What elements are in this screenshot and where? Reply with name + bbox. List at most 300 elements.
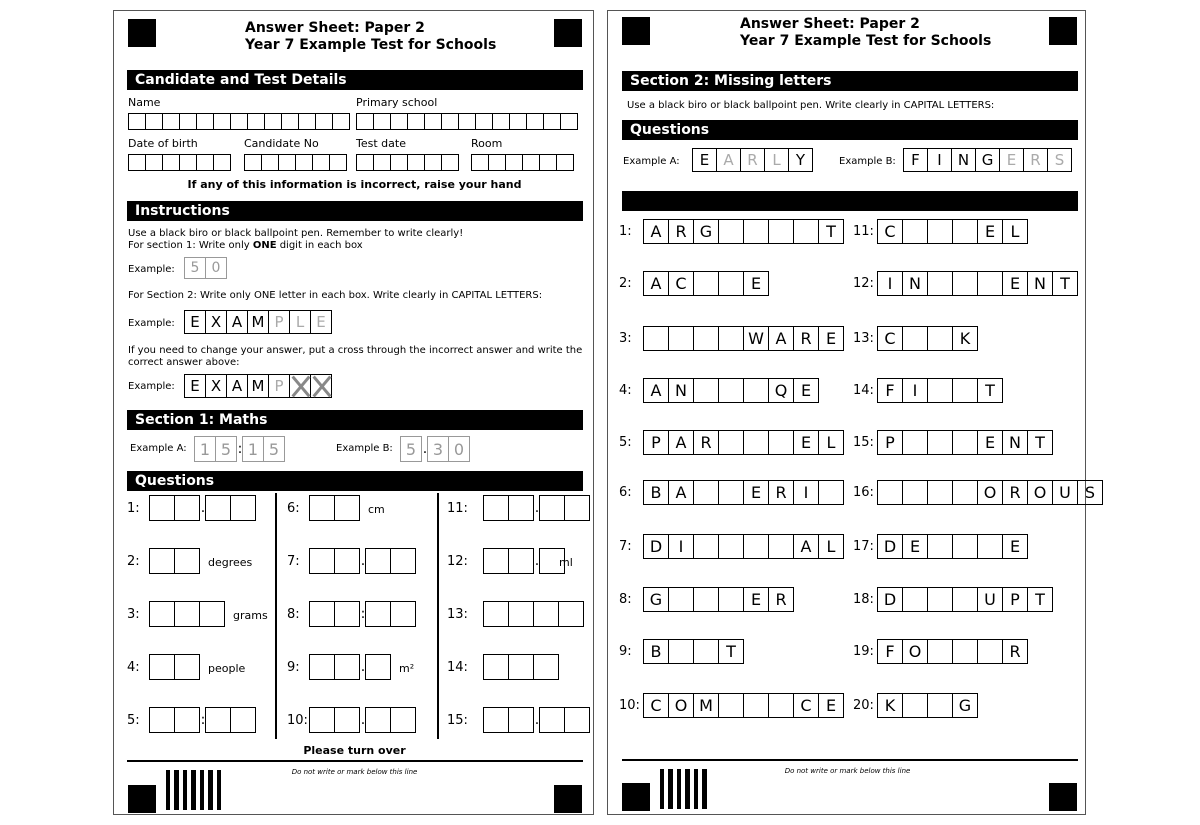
school-field[interactable]: [356, 113, 578, 130]
example-letter-box: [289, 374, 311, 398]
letter-box[interactable]: C: [643, 693, 669, 718]
letter-box[interactable]: A: [643, 271, 669, 296]
answer-field-q11[interactable]: [483, 495, 590, 521]
answer-field-q12[interactable]: [877, 271, 1078, 296]
example-digit-box: 1: [194, 436, 216, 462]
room-digit-box[interactable]: [505, 154, 523, 171]
letter-box[interactable]: P: [877, 430, 903, 455]
letter-box[interactable]: [952, 430, 978, 455]
letter-box[interactable]: E: [977, 430, 1003, 455]
room-digit-box[interactable]: [522, 154, 540, 171]
letter-box[interactable]: [768, 534, 794, 559]
letter-box[interactable]: [668, 587, 694, 612]
school-char-box[interactable]: [424, 113, 442, 130]
letter-box[interactable]: O: [1027, 480, 1053, 505]
answer-field-q14[interactable]: [483, 654, 559, 680]
letter-box[interactable]: [668, 326, 694, 351]
answer-field-q5[interactable]: [149, 707, 256, 733]
dob-field[interactable]: [128, 154, 231, 171]
answer-digit-box[interactable]: [483, 601, 509, 627]
letter-box[interactable]: R: [1002, 639, 1028, 664]
letter-box[interactable]: [743, 534, 769, 559]
letter-box[interactable]: F: [877, 378, 903, 403]
school-char-box[interactable]: [509, 113, 527, 130]
letter-box[interactable]: C: [793, 693, 819, 718]
letter-box[interactable]: T: [1027, 430, 1053, 455]
letter-box[interactable]: L: [818, 430, 844, 455]
answer-digit-box[interactable]: [539, 707, 565, 733]
answer-digit-box[interactable]: [334, 548, 360, 574]
letter-box[interactable]: [668, 639, 694, 664]
letter-box[interactable]: E: [977, 219, 1003, 244]
letter-box[interactable]: P: [1002, 587, 1028, 612]
letter-box[interactable]: [952, 639, 978, 664]
letter-box[interactable]: D: [877, 587, 903, 612]
answer-digit-box[interactable]: [508, 548, 534, 574]
letter-box[interactable]: O: [668, 693, 694, 718]
example-b-answer: [400, 436, 470, 462]
letter-box[interactable]: [718, 326, 744, 351]
letter-box[interactable]: [902, 326, 928, 351]
answer-digit-box[interactable]: [365, 707, 391, 733]
answer-digit-box[interactable]: [539, 495, 565, 521]
letter-box[interactable]: [793, 219, 819, 244]
answer-field-q15[interactable]: [877, 430, 1053, 455]
alignment-mark: [622, 783, 650, 811]
name-char-box[interactable]: [179, 113, 197, 130]
letter-box[interactable]: U: [977, 587, 1003, 612]
question-number: 3:: [619, 331, 632, 346]
letter-box[interactable]: [927, 271, 953, 296]
letter-box[interactable]: E: [902, 534, 928, 559]
letter-box[interactable]: L: [818, 534, 844, 559]
school-char-box[interactable]: [526, 113, 544, 130]
letter-box[interactable]: [693, 534, 719, 559]
separator: .: [534, 553, 540, 569]
answer-digit-box[interactable]: [558, 601, 584, 627]
letter-box[interactable]: I: [668, 534, 694, 559]
answer-digit-box[interactable]: [508, 707, 534, 733]
letter-box[interactable]: N: [902, 271, 928, 296]
answer-digit-box[interactable]: [149, 654, 175, 680]
answer-field-q13[interactable]: [483, 601, 584, 627]
letter-box[interactable]: R: [768, 587, 794, 612]
dob-digit-box[interactable]: [213, 154, 231, 171]
letter-box[interactable]: T: [818, 219, 844, 244]
letter-box[interactable]: [718, 430, 744, 455]
barcode: [660, 769, 710, 809]
letter-box[interactable]: D: [643, 534, 669, 559]
separator: :: [360, 606, 366, 622]
answer-digit-box[interactable]: [149, 495, 175, 521]
answer-digit-box[interactable]: [309, 654, 335, 680]
answer-digit-box[interactable]: [309, 707, 335, 733]
candidate-no-field[interactable]: [244, 154, 347, 171]
answer-digit-box[interactable]: [334, 707, 360, 733]
letter-box[interactable]: A: [793, 534, 819, 559]
letter-box[interactable]: [693, 480, 719, 505]
answer-field-q3[interactable]: [149, 601, 225, 627]
letter-box[interactable]: O: [977, 480, 1003, 505]
answer-digit-box[interactable]: [174, 601, 200, 627]
room-digit-box[interactable]: [488, 154, 506, 171]
barcode-bar: [694, 769, 698, 809]
letter-box[interactable]: [977, 271, 1003, 296]
name-char-box[interactable]: [213, 113, 231, 130]
school-char-box[interactable]: [543, 113, 561, 130]
letter-box[interactable]: [952, 587, 978, 612]
letter-box[interactable]: [743, 693, 769, 718]
answer-digit-box[interactable]: [533, 601, 559, 627]
answer-field-q9[interactable]: [309, 654, 391, 680]
test-date-digit-box[interactable]: [407, 154, 425, 171]
letter-box[interactable]: [718, 219, 744, 244]
letter-box[interactable]: G: [643, 587, 669, 612]
letter-box[interactable]: P: [643, 430, 669, 455]
candidate-no-digit-box[interactable]: [295, 154, 313, 171]
letter-box[interactable]: [927, 587, 953, 612]
letter-box[interactable]: E: [793, 430, 819, 455]
example-letter-box: M: [247, 310, 269, 334]
question-number: 10:: [287, 713, 308, 728]
letter-box[interactable]: [718, 378, 744, 403]
letter-box[interactable]: [693, 639, 719, 664]
room-digit-box[interactable]: [471, 154, 489, 171]
name-char-box[interactable]: [128, 113, 146, 130]
answer-digit-box[interactable]: [174, 707, 200, 733]
answer-digit-box[interactable]: [334, 654, 360, 680]
question-number: 12:: [853, 276, 874, 291]
letter-box[interactable]: [718, 534, 744, 559]
answer-field-q2[interactable]: [643, 271, 769, 296]
letter-box[interactable]: [977, 639, 1003, 664]
letter-box[interactable]: E: [818, 326, 844, 351]
letter-box[interactable]: N: [1002, 430, 1028, 455]
separator: :: [200, 712, 206, 728]
answer-field-q3[interactable]: [643, 326, 844, 351]
letter-box[interactable]: [743, 219, 769, 244]
letter-box[interactable]: U: [1052, 480, 1078, 505]
test-date-digit-box[interactable]: [356, 154, 374, 171]
answer-digit-box[interactable]: [365, 548, 391, 574]
letter-box[interactable]: E: [743, 271, 769, 296]
answer-digit-box[interactable]: [390, 601, 416, 627]
page-title: Answer Sheet: Paper 2 Year 7 Example Test for Schools: [245, 20, 497, 53]
answer-digit-box[interactable]: [365, 654, 391, 680]
answer-digit-box[interactable]: [483, 548, 509, 574]
dob-digit-box[interactable]: [196, 154, 214, 171]
test-date-field[interactable]: [356, 154, 459, 171]
letter-box[interactable]: T: [1027, 587, 1053, 612]
example-crossed-letters: [184, 374, 332, 398]
candidate-no-digit-box[interactable]: [278, 154, 296, 171]
letter-box[interactable]: A: [643, 219, 669, 244]
letter-box[interactable]: A: [768, 326, 794, 351]
letter-box[interactable]: I: [902, 378, 928, 403]
answer-digit-box[interactable]: [508, 495, 534, 521]
letter-box[interactable]: S: [1077, 480, 1103, 505]
room-field[interactable]: [471, 154, 574, 171]
letter-box[interactable]: A: [668, 430, 694, 455]
letter-box[interactable]: R: [768, 480, 794, 505]
letter-box[interactable]: C: [877, 326, 903, 351]
answer-digit-box[interactable]: [205, 495, 231, 521]
answer-field-q7[interactable]: [643, 534, 844, 559]
answer-digit-box[interactable]: [230, 495, 256, 521]
candidate-no-digit-box[interactable]: [312, 154, 330, 171]
name-char-box[interactable]: [298, 113, 316, 130]
answer-field-q4[interactable]: [643, 378, 819, 403]
letter-box[interactable]: [718, 693, 744, 718]
letter-box[interactable]: [902, 587, 928, 612]
school-char-box[interactable]: [560, 113, 578, 130]
letter-box[interactable]: [952, 378, 978, 403]
answer-field-q12[interactable]: [483, 548, 565, 574]
name-label: Name: [128, 96, 161, 109]
school-char-box[interactable]: [492, 113, 510, 130]
answer-digit-box[interactable]: [483, 495, 509, 521]
letter-box[interactable]: E: [1002, 534, 1028, 559]
letter-box[interactable]: K: [877, 693, 903, 718]
answer-digit-box[interactable]: [564, 707, 590, 733]
answer-field-q8[interactable]: [309, 601, 416, 627]
room-digit-box[interactable]: [556, 154, 574, 171]
answer-digit-box[interactable]: [309, 548, 335, 574]
test-date-digit-box[interactable]: [441, 154, 459, 171]
barcode-bar: [191, 770, 196, 810]
letter-box[interactable]: T: [1052, 271, 1078, 296]
letter-box[interactable]: [952, 480, 978, 505]
footer-line: [622, 759, 1078, 761]
letter-box[interactable]: N: [1027, 271, 1053, 296]
unit-label: people: [208, 662, 246, 675]
letter-box[interactable]: C: [668, 271, 694, 296]
test-date-digit-box[interactable]: [390, 154, 408, 171]
name-char-box[interactable]: [162, 113, 180, 130]
name-char-box[interactable]: [247, 113, 265, 130]
letter-box[interactable]: [743, 378, 769, 403]
school-char-box[interactable]: [407, 113, 425, 130]
answer-field-q18[interactable]: [877, 587, 1053, 612]
answer-digit-box[interactable]: [564, 495, 590, 521]
name-char-box[interactable]: [281, 113, 299, 130]
letter-box[interactable]: Q: [768, 378, 794, 403]
letter-box[interactable]: E: [743, 480, 769, 505]
example-b-answer: [903, 148, 1072, 172]
answer-digit-box[interactable]: [199, 601, 225, 627]
question-number: 14:: [853, 383, 874, 398]
name-char-box[interactable]: [264, 113, 282, 130]
letter-box[interactable]: [877, 480, 903, 505]
example-label: Example:: [128, 318, 175, 329]
name-char-box[interactable]: [315, 113, 333, 130]
letter-box[interactable]: O: [902, 639, 928, 664]
letter-box[interactable]: F: [877, 639, 903, 664]
answer-field-q6[interactable]: [309, 495, 360, 521]
letter-box[interactable]: [718, 587, 744, 612]
letter-box[interactable]: L: [1002, 219, 1028, 244]
letter-box[interactable]: [902, 219, 928, 244]
letter-box[interactable]: G: [693, 219, 719, 244]
candidate-no-digit-box[interactable]: [244, 154, 262, 171]
answer-digit-box[interactable]: [174, 654, 200, 680]
letter-box[interactable]: [927, 219, 953, 244]
letter-box[interactable]: [693, 587, 719, 612]
answer-digit-box[interactable]: [483, 654, 509, 680]
letter-box[interactable]: [693, 271, 719, 296]
dob-label: Date of birth: [128, 137, 198, 150]
letter-box[interactable]: [927, 693, 953, 718]
name-field[interactable]: [128, 113, 350, 130]
answer-digit-box[interactable]: [205, 707, 231, 733]
answer-digit-box[interactable]: [533, 654, 559, 680]
answer-digit-box[interactable]: [174, 548, 200, 574]
letter-box[interactable]: R: [1002, 480, 1028, 505]
letter-box[interactable]: [927, 480, 953, 505]
letter-box[interactable]: D: [877, 534, 903, 559]
letter-box[interactable]: [818, 480, 844, 505]
letter-box[interactable]: [768, 219, 794, 244]
letter-box[interactable]: [952, 534, 978, 559]
name-char-box[interactable]: [145, 113, 163, 130]
letter-box[interactable]: T: [718, 639, 744, 664]
letter-box[interactable]: [902, 480, 928, 505]
answer-digit-box[interactable]: [149, 548, 175, 574]
answer-digit-box[interactable]: [230, 707, 256, 733]
test-date-digit-box[interactable]: [424, 154, 442, 171]
answer-field-q14[interactable]: [877, 378, 1003, 403]
letter-box[interactable]: [743, 430, 769, 455]
letter-box[interactable]: [643, 326, 669, 351]
answer-digit-box[interactable]: [508, 654, 534, 680]
letter-box[interactable]: R: [793, 326, 819, 351]
answer-field-q5[interactable]: [643, 430, 844, 455]
example-letter-box: I: [927, 148, 952, 172]
answer-digit-box[interactable]: [149, 601, 175, 627]
letter-box[interactable]: E: [793, 378, 819, 403]
answer-field-q6[interactable]: [643, 480, 844, 505]
answer-digit-box[interactable]: [390, 548, 416, 574]
letter-box[interactable]: G: [952, 693, 978, 718]
test-date-digit-box[interactable]: [373, 154, 391, 171]
answer-digit-box[interactable]: [334, 601, 360, 627]
school-char-box[interactable]: [475, 113, 493, 130]
answer-digit-box[interactable]: [149, 707, 175, 733]
letter-box[interactable]: R: [693, 430, 719, 455]
school-char-box[interactable]: [373, 113, 391, 130]
answer-field-q20[interactable]: [877, 693, 978, 718]
letter-box[interactable]: N: [668, 378, 694, 403]
answer-digit-box[interactable]: [309, 495, 335, 521]
letter-box[interactable]: E: [743, 587, 769, 612]
school-char-box[interactable]: [458, 113, 476, 130]
letter-box[interactable]: I: [877, 271, 903, 296]
answer-field-q16[interactable]: [877, 480, 1103, 505]
answer-digit-box[interactable]: [508, 601, 534, 627]
candidate-no-digit-box[interactable]: [329, 154, 347, 171]
answer-field-q1[interactable]: [643, 219, 844, 244]
answer-field-q10[interactable]: [309, 707, 416, 733]
answer-digit-box[interactable]: [365, 601, 391, 627]
letter-box[interactable]: [927, 430, 953, 455]
answer-field-q4[interactable]: [149, 654, 200, 680]
turn-over-note: Please turn over: [303, 744, 406, 757]
school-char-box[interactable]: [441, 113, 459, 130]
answer-field-q2[interactable]: [149, 548, 200, 574]
letter-box[interactable]: E: [1002, 271, 1028, 296]
name-char-box[interactable]: [332, 113, 350, 130]
dob-digit-box[interactable]: [128, 154, 146, 171]
letter-box[interactable]: K: [952, 326, 978, 351]
answer-field-q7[interactable]: [309, 548, 416, 574]
letter-box[interactable]: B: [643, 639, 669, 664]
letter-box[interactable]: [927, 639, 953, 664]
school-char-box[interactable]: [356, 113, 374, 130]
dob-digit-box[interactable]: [145, 154, 163, 171]
letter-box[interactable]: A: [643, 378, 669, 403]
name-char-box[interactable]: [196, 113, 214, 130]
answer-field-q10[interactable]: [643, 693, 844, 718]
letter-box[interactable]: R: [668, 219, 694, 244]
answer-field-q19[interactable]: [877, 639, 1028, 664]
answer-field-q13[interactable]: [877, 326, 978, 351]
school-char-box[interactable]: [390, 113, 408, 130]
candidate-no-digit-box[interactable]: [261, 154, 279, 171]
letter-box[interactable]: [718, 271, 744, 296]
example-digit-box: 0: [205, 257, 227, 279]
unit-label: m²: [399, 662, 415, 675]
letter-box[interactable]: C: [877, 219, 903, 244]
dob-digit-box[interactable]: [162, 154, 180, 171]
answer-digit-box[interactable]: [309, 601, 335, 627]
letter-box[interactable]: [902, 693, 928, 718]
answer-digit-box[interactable]: [174, 495, 200, 521]
letter-box[interactable]: [768, 430, 794, 455]
letter-box[interactable]: [902, 430, 928, 455]
answer-field-q1[interactable]: [149, 495, 256, 521]
letter-box[interactable]: [927, 326, 953, 351]
letter-box[interactable]: [952, 219, 978, 244]
letter-box[interactable]: T: [977, 378, 1003, 403]
dob-digit-box[interactable]: [179, 154, 197, 171]
name-char-box[interactable]: [230, 113, 248, 130]
letter-box[interactable]: B: [643, 480, 669, 505]
answer-field-q8[interactable]: [643, 587, 794, 612]
answer-field-q9[interactable]: [643, 639, 744, 664]
answer-field-q11[interactable]: [877, 219, 1028, 244]
letter-box[interactable]: [927, 534, 953, 559]
answer-digit-box[interactable]: [390, 707, 416, 733]
letter-box[interactable]: [768, 693, 794, 718]
letter-box[interactable]: [927, 378, 953, 403]
answer-digit-box[interactable]: [334, 495, 360, 521]
letter-box[interactable]: M: [693, 693, 719, 718]
letter-box[interactable]: A: [668, 480, 694, 505]
answer-field-q15[interactable]: [483, 707, 590, 733]
answer-digit-box[interactable]: [483, 707, 509, 733]
letter-box[interactable]: [693, 378, 719, 403]
letter-box[interactable]: W: [743, 326, 769, 351]
answer-field-q17[interactable]: [877, 534, 1028, 559]
letter-box[interactable]: [718, 480, 744, 505]
letter-box[interactable]: E: [818, 693, 844, 718]
letter-box[interactable]: [977, 534, 1003, 559]
letter-box[interactable]: I: [793, 480, 819, 505]
room-digit-box[interactable]: [539, 154, 557, 171]
letter-box[interactable]: [952, 271, 978, 296]
example-digit-box: 5: [400, 436, 422, 462]
letter-box[interactable]: [693, 326, 719, 351]
